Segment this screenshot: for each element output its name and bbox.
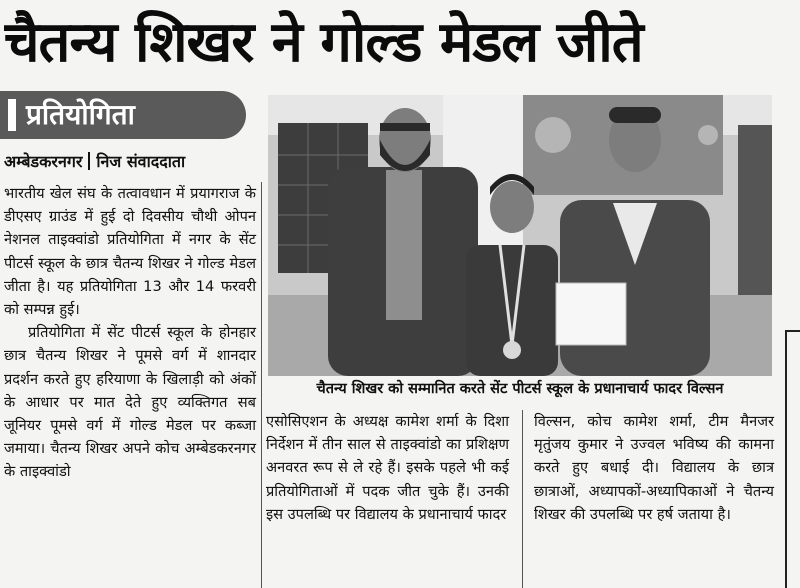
article-column-1 [4,182,256,484]
section-tag [0,91,246,139]
article-paragraph-1: भारतीय खेल संघ के तत्वावधान में प्रयागराज के डीएसए ग्राउंड में हुई दो दिवसीय चौथी ओपन नेशनल ताइक्वांडो प्रतियोगिता में नगर के सेंट पीटर्स स्कूल के छात्र चैतन्य शिखर ने गोल्ड मेडल जीता है। यह प्रतियोगिता 13 और 14 फरवरी को सम्पन्न हुई। [4,185,256,319]
article-paragraph-2: प्रतियोगिता में सेंट पीटर्स स्कूल के होनहार छात्र चैतन्य शिखर ने पूमसे वर्ग में शानदार प्रदर्शन करते हुए हरियाणा के खिलाड़ी को अंकों के आधार पर मात देते हुए व्यक्तिगत सब जूनियर पूमसे वर्ग में गोल्ड मेडल पर कब्जा जमाया। चैतन्य शिखर अपने कोच अम्बेडकरनगर के ताइक्वांडो [4,324,256,481]
column-rule-1 [261,182,262,588]
byline-place: अम्बेडकरनगर [4,152,83,171]
section-tag-bar [8,99,16,131]
article-column-2: एसोसिएशन के अध्यक्ष कामेश शर्मा के दिशा निर्देशन में तीन साल से ताइक्वांडो का प्रशिक्षण अनवरत रूप से ले रहे हैं। इसके पहले भी कई प्रतियोगिताओं में पदक जीत चुके हैं। उनकी इस उपलब्धि पर विद्यालय के प्रधानाचार्य फादर [266,413,509,523]
article-column-3: विल्सन, कोच कामेश शर्मा, टीम मैनजर मृतुंजय कुमार ने उज्वल भविष्य की कामना करते हुए बधाई दी। विद्यालय के छात्र छात्राओं, अध्यापकों-अध्यापिकाओं ने चैतन्य शिखर की उपलब्धि पर हर्ष जताया है। [534,413,774,523]
byline [4,150,260,174]
headline: चैतन्य शिखर ने गोल्ड मेडल जीते [4,10,643,75]
photo-caption: चैतन्य शिखर को सम्मानित करते सेंट पीटर्स स्कूल के प्रधानाचार्य फादर विल्सन [316,381,724,397]
photo-illustration [268,95,772,376]
byline-author: निज संवाददाता [96,152,186,171]
adjacent-article-border [785,330,800,588]
section-tag-label: प्रतियोगिता [26,98,135,131]
news-photo [268,95,772,376]
byline-separator [88,152,90,170]
column-rule-2 [522,410,523,588]
